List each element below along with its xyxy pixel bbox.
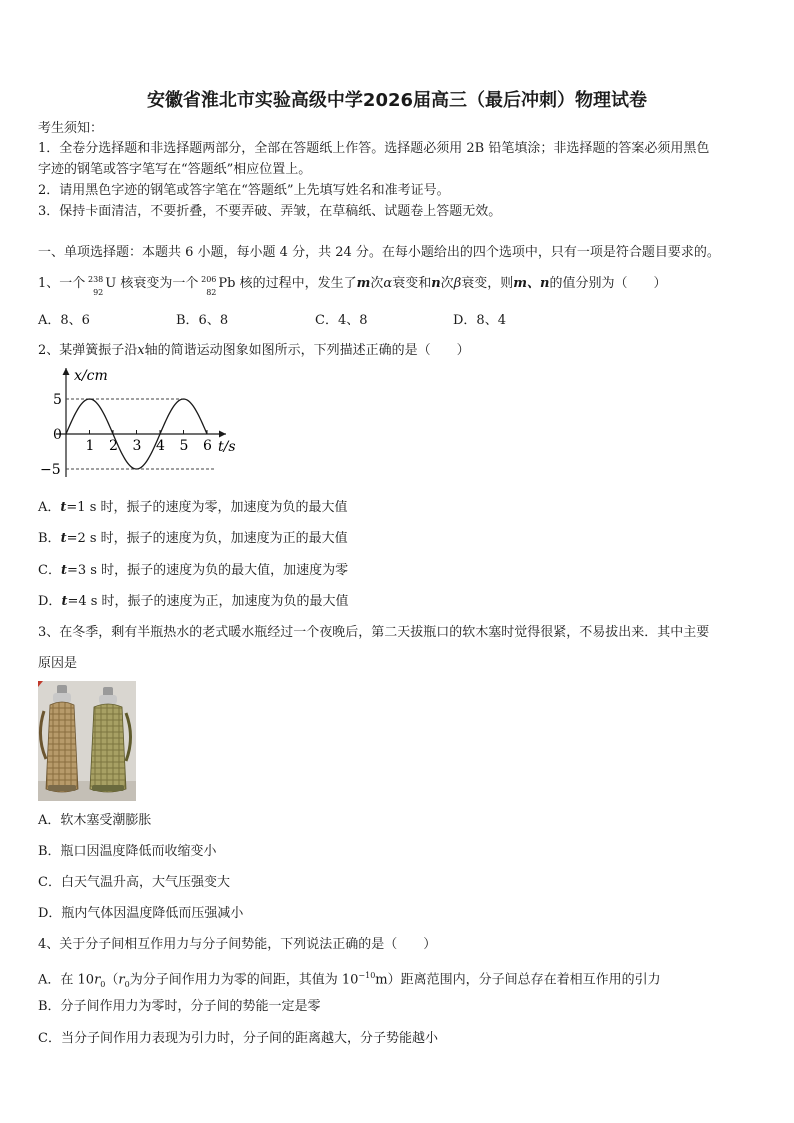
question-3-stem-b: 原因是 (38, 656, 78, 671)
q2-option-b[interactable]: B．t=2 s 时，振子的速度为负，加速度为正的最大值 (38, 531, 348, 546)
question-1-stem: 1、一个 238 92 U 核衰变为一个 206 82 Pb 核的过程中，发生了m次α衰变和n次β衰变，则m、n的值分别为（ ） (38, 275, 667, 297)
x-tick-label: 3 (132, 438, 142, 454)
q3-option-a[interactable]: A．软木塞受潮膨胀 (38, 813, 152, 828)
q3-option-d[interactable]: D．瓶内气体因温度降低而压强减小 (38, 906, 244, 921)
q4-option-a[interactable]: A．在 $10r_0(r_0$为分子间作用力为零的间距，其值为 $10^{-10}m$）距离范围内，分子间总存在着相互作用的引力 (38, 971, 661, 989)
thermos-photo (38, 681, 136, 801)
shm-graph (36, 362, 246, 484)
notice-line-2: 2．请用黑色字迹的钢笔或答字笔在“答题纸”上先填写姓名和准考证号。 (38, 183, 450, 198)
x-tick-label: 1 (85, 438, 95, 454)
x-tick-label: 5 (179, 438, 189, 454)
q2-option-a[interactable]: A．t=1 s 时，振子的速度为零，加速度为负的最大值 (38, 500, 348, 515)
q2-option-d[interactable]: D．t=4 s 时，振子的速度为正，加速度为负的最大值 (38, 594, 349, 609)
q4-option-b[interactable]: B．分子间作用力为零时，分子间的势能一定是零 (38, 999, 321, 1014)
y-axis-label: x/cm (74, 368, 108, 384)
exam-title: 安徽省淮北市实验高级中学2026届高三（最后冲刺）物理试卷 (146, 90, 648, 111)
notice-heading: 考生须知： (38, 121, 104, 136)
notice-line-1a: 1．全卷分选择题和非选择题两部分，全部在答题纸上作答。选择题必须用 2B 铅笔填涂；非选择题的答案必须用黑色 (38, 141, 710, 156)
q1-option-b[interactable]: B．6、8 (176, 313, 229, 328)
x-tick-label: 6 (203, 438, 212, 454)
x-tick-label: 2 (109, 438, 118, 454)
q1-option-d[interactable]: D．8、4 (453, 313, 506, 328)
q2-option-c[interactable]: C．t=3 s 时，振子的速度为负的最大值，加速度为零 (38, 563, 349, 578)
y-tick-label: 0 (53, 427, 62, 443)
x-tick-label: 4 (156, 438, 165, 454)
q3-option-b[interactable]: B．瓶口因温度降低而收缩变小 (38, 844, 217, 859)
notice-line-3: 3．保持卡面清洁，不要折叠，不要弄破、弄皱，在草稿纸、试题卷上答题无效。 (38, 204, 502, 219)
lead-nuclide: 206 82 (201, 275, 217, 297)
x-axis-label: t/s (218, 439, 236, 455)
y-tick-label: 5 (53, 392, 62, 408)
y-tick-label: −5 (40, 462, 61, 478)
notice-line-1b: 字迹的钢笔或答字笔写在“答题纸”相应位置上。 (38, 162, 312, 177)
q3-option-c[interactable]: C．白天气温升高，大气压强变大 (38, 875, 230, 890)
uranium-nuclide: 238 92 (88, 275, 104, 297)
q1-option-c[interactable]: C．4、8 (315, 313, 368, 328)
question-3-stem-a: 3、在冬季，剩有半瓶热水的老式暖水瓶经过一个夜晚后，第二天拔瓶口的软木塞时觉得很紧，不易拔出来．其中主要 (38, 625, 710, 640)
section-heading: 一、单项选择题：本题共 6 小题，每小题 4 分，共 24 分。在每小题给出的四个选项中，只有一项是符合题目要求的。 (38, 245, 720, 260)
q4-option-c[interactable]: C．当分子间作用力表现为引力时，分子间的距离越大，分子势能越小 (38, 1031, 438, 1046)
question-4-stem: 4、关于分子间相互作用力与分子间势能，下列说法正确的是（ ） (38, 937, 437, 952)
question-2-stem: 2、某弹簧振子沿x轴的简谐运动图象如图所示，下列描述正确的是（ ） (38, 343, 470, 358)
q1-option-a[interactable]: A．8、6 (38, 313, 90, 328)
